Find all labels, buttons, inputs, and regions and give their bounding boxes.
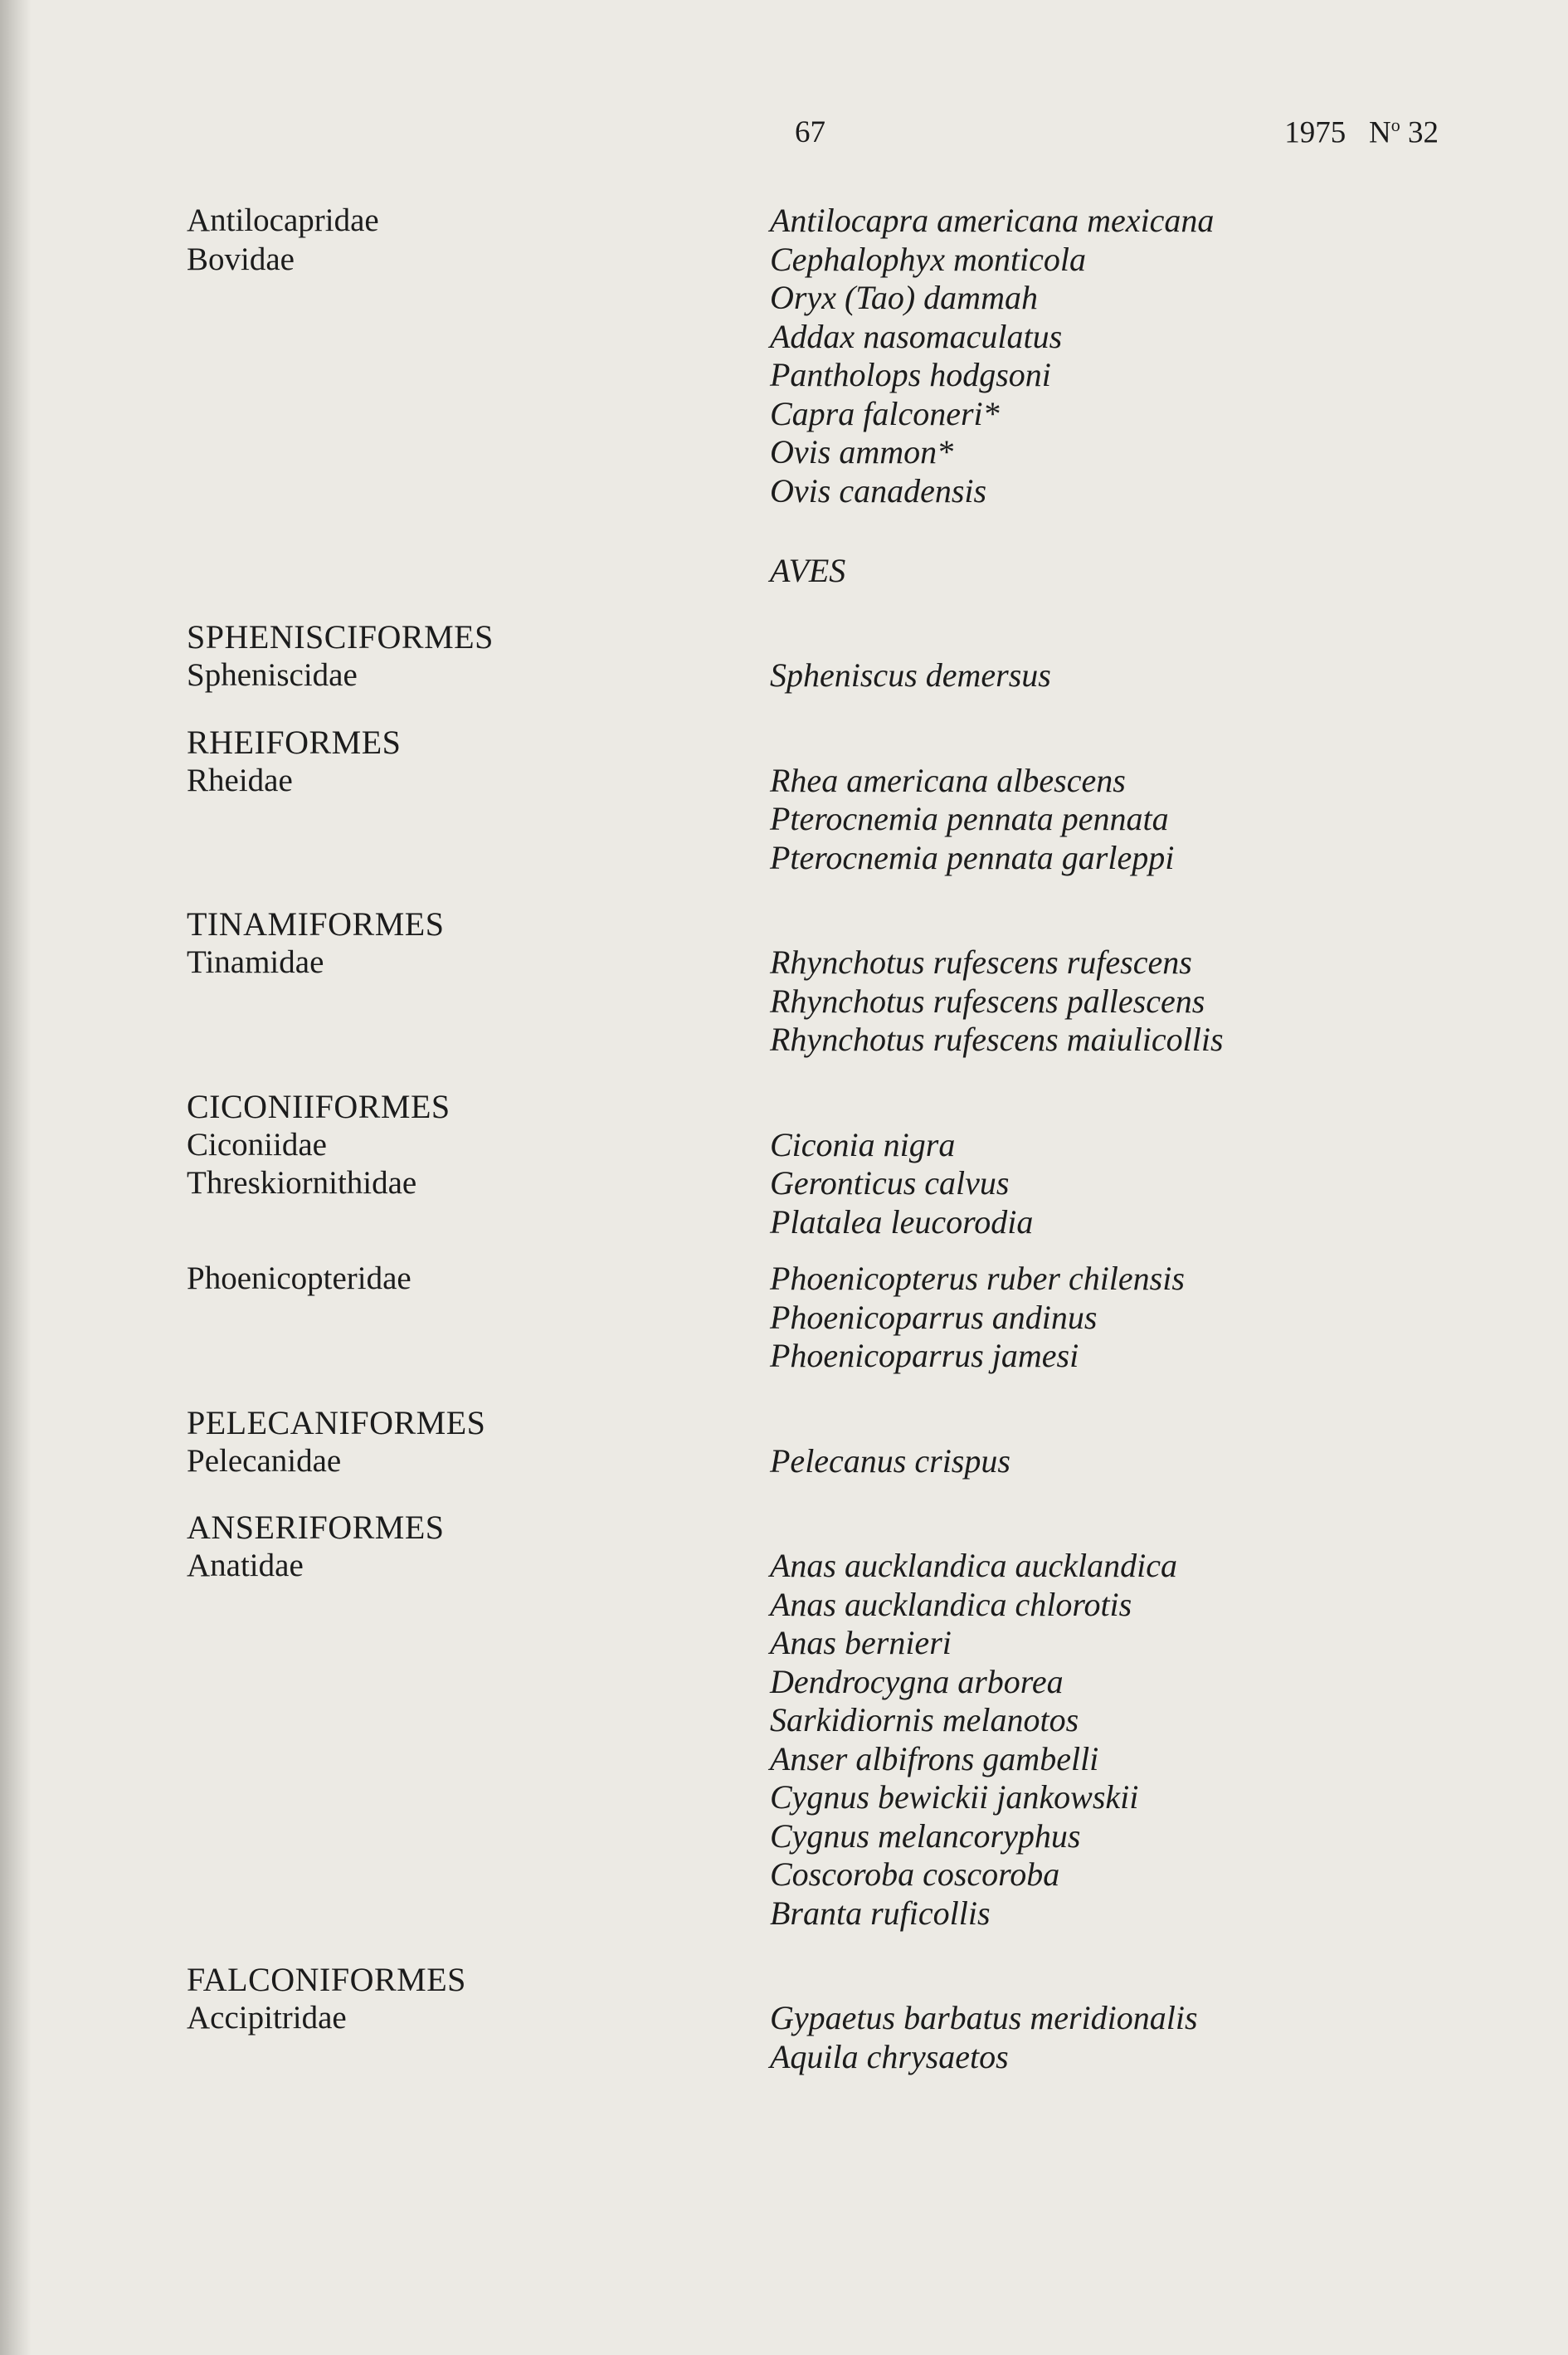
species-name: Cygnus melancoryphus	[770, 1816, 1081, 1855]
family-name: Bovidae	[187, 241, 295, 277]
page-header	[0, 115, 1568, 148]
order-row	[187, 1961, 1431, 1999]
species-name: Phoenicoparrus andinus	[770, 1298, 1098, 1336]
issue-label: N	[1369, 115, 1391, 150]
family-name: Tinamidae	[187, 944, 324, 980]
species-name: Capra falconeri*	[770, 394, 1000, 432]
order-row	[187, 905, 1431, 943]
order-name: RHEIFORMES	[187, 723, 402, 761]
family-name: Rheidae	[187, 762, 293, 798]
species-list	[770, 1126, 955, 1165]
species-name: Ciconia nigra	[770, 1125, 956, 1163]
species-name: Coscoroba coscoroba	[770, 1855, 1060, 1893]
family-name: Spheniscidae	[187, 657, 358, 693]
family-row	[187, 1442, 1431, 1481]
order-name: FALCONIFORMES	[187, 1961, 466, 1998]
family-name: Phoenicopteridae	[187, 1260, 411, 1296]
family-name: Ciconiidae	[187, 1126, 327, 1163]
species-name: Sarkidiornis melanotos	[770, 1701, 1079, 1738]
species-name: Dendrocygna arborea	[770, 1662, 1064, 1700]
species-list	[770, 202, 1214, 241]
family-row	[187, 1999, 1431, 2076]
species-name: Cygnus bewickii jankowskii	[770, 1778, 1139, 1816]
species-list	[770, 1260, 1185, 1376]
class-heading: AVES	[770, 552, 846, 589]
order-row	[187, 618, 1431, 656]
species-name: Anas bernieri	[770, 1624, 952, 1661]
species-name: Rhea americana albescens	[770, 761, 1126, 799]
species-list	[770, 241, 1086, 511]
family-name: Threskiornithidae	[187, 1165, 417, 1201]
species-name: Aquila chrysaetos	[770, 2037, 1009, 2075]
species-name: Anser albifrons gambelli	[770, 1739, 1099, 1777]
issue-info	[1284, 115, 1439, 150]
species-name: Gypaetus barbatus meridionalis	[770, 1999, 1198, 2036]
species-name: Cephalophyx monticola	[770, 240, 1087, 278]
family-row	[187, 202, 1431, 241]
species-name: Spheniscus demersus	[770, 656, 1051, 694]
species-name: Geronticus calvus	[770, 1164, 1010, 1202]
family-row	[187, 943, 1431, 1060]
species-name: Pterocnemia pennata garleppi	[770, 838, 1175, 876]
species-list	[770, 762, 1174, 878]
family-row	[187, 656, 1431, 695]
species-name: Branta ruficollis	[770, 1894, 991, 1932]
species-name: Pterocnemia pennata pennata	[770, 800, 1169, 837]
family-row	[187, 762, 1431, 878]
issue-number: 32	[1408, 115, 1439, 150]
page-edge-shadow	[0, 0, 32, 2355]
species-name: Rhynchotus rufescens pallescens	[770, 982, 1205, 1020]
species-name: Phoenicoparrus jamesi	[770, 1337, 1079, 1374]
family-row	[187, 1164, 1431, 1241]
species-name: Anas aucklandica aucklandica	[770, 1547, 1177, 1584]
family-name: Antilocapridae	[187, 202, 379, 238]
species-name: Phoenicopterus ruber chilensis	[770, 1260, 1185, 1297]
species-name: Oryx (Tao) dammah	[770, 279, 1038, 316]
family-name: Anatidae	[187, 1548, 304, 1583]
order-name: CICONIIFORMES	[187, 1087, 450, 1125]
species-name: Pelecanus crispus	[770, 1441, 1010, 1480]
order-name: TINAMIFORMES	[187, 905, 445, 943]
issue-year: 1975	[1284, 115, 1346, 150]
page-number: 67	[795, 115, 825, 149]
class-heading-row	[187, 552, 1431, 590]
issue-superscript: o	[1390, 115, 1400, 135]
species-list	[770, 1547, 1177, 1933]
species-name: Platalea leucorodia	[770, 1202, 1034, 1241]
order-name: PELECANIFORMES	[187, 1403, 486, 1441]
species-name: Antilocapra americana mexicana	[770, 202, 1215, 239]
family-name: Pelecanidae	[187, 1442, 342, 1479]
order-row	[187, 1509, 1431, 1547]
family-name: Accipitridae	[187, 2000, 347, 2036]
species-list	[770, 1164, 1033, 1241]
family-row	[187, 1126, 1431, 1165]
family-row	[187, 241, 1431, 511]
species-name: Rhynchotus rufescens rufescens	[770, 943, 1192, 981]
order-row	[187, 1404, 1431, 1442]
species-list	[770, 1999, 1198, 2076]
family-row	[187, 1547, 1431, 1933]
order-name: ANSERIFORMES	[187, 1509, 445, 1546]
order-row	[187, 724, 1431, 762]
species-list	[770, 1442, 1010, 1481]
order-name: SPHENISCIFORMES	[187, 618, 494, 656]
species-list	[770, 656, 1051, 695]
species-list	[770, 943, 1224, 1060]
species-name: Ovis canadensis	[770, 471, 987, 510]
spacer	[187, 552, 770, 590]
species-name: Ovis ammon*	[770, 433, 954, 471]
taxonomy-list	[187, 202, 1431, 2076]
family-row	[187, 1260, 1431, 1376]
species-name: Rhynchotus rufescens maiulicollis	[770, 1021, 1224, 1058]
order-row	[187, 1088, 1431, 1126]
species-name: Pantholops hodgsoni	[770, 356, 1051, 393]
species-name: Anas aucklandica chlorotis	[770, 1585, 1132, 1623]
species-name: Addax nasomaculatus	[770, 317, 1063, 355]
